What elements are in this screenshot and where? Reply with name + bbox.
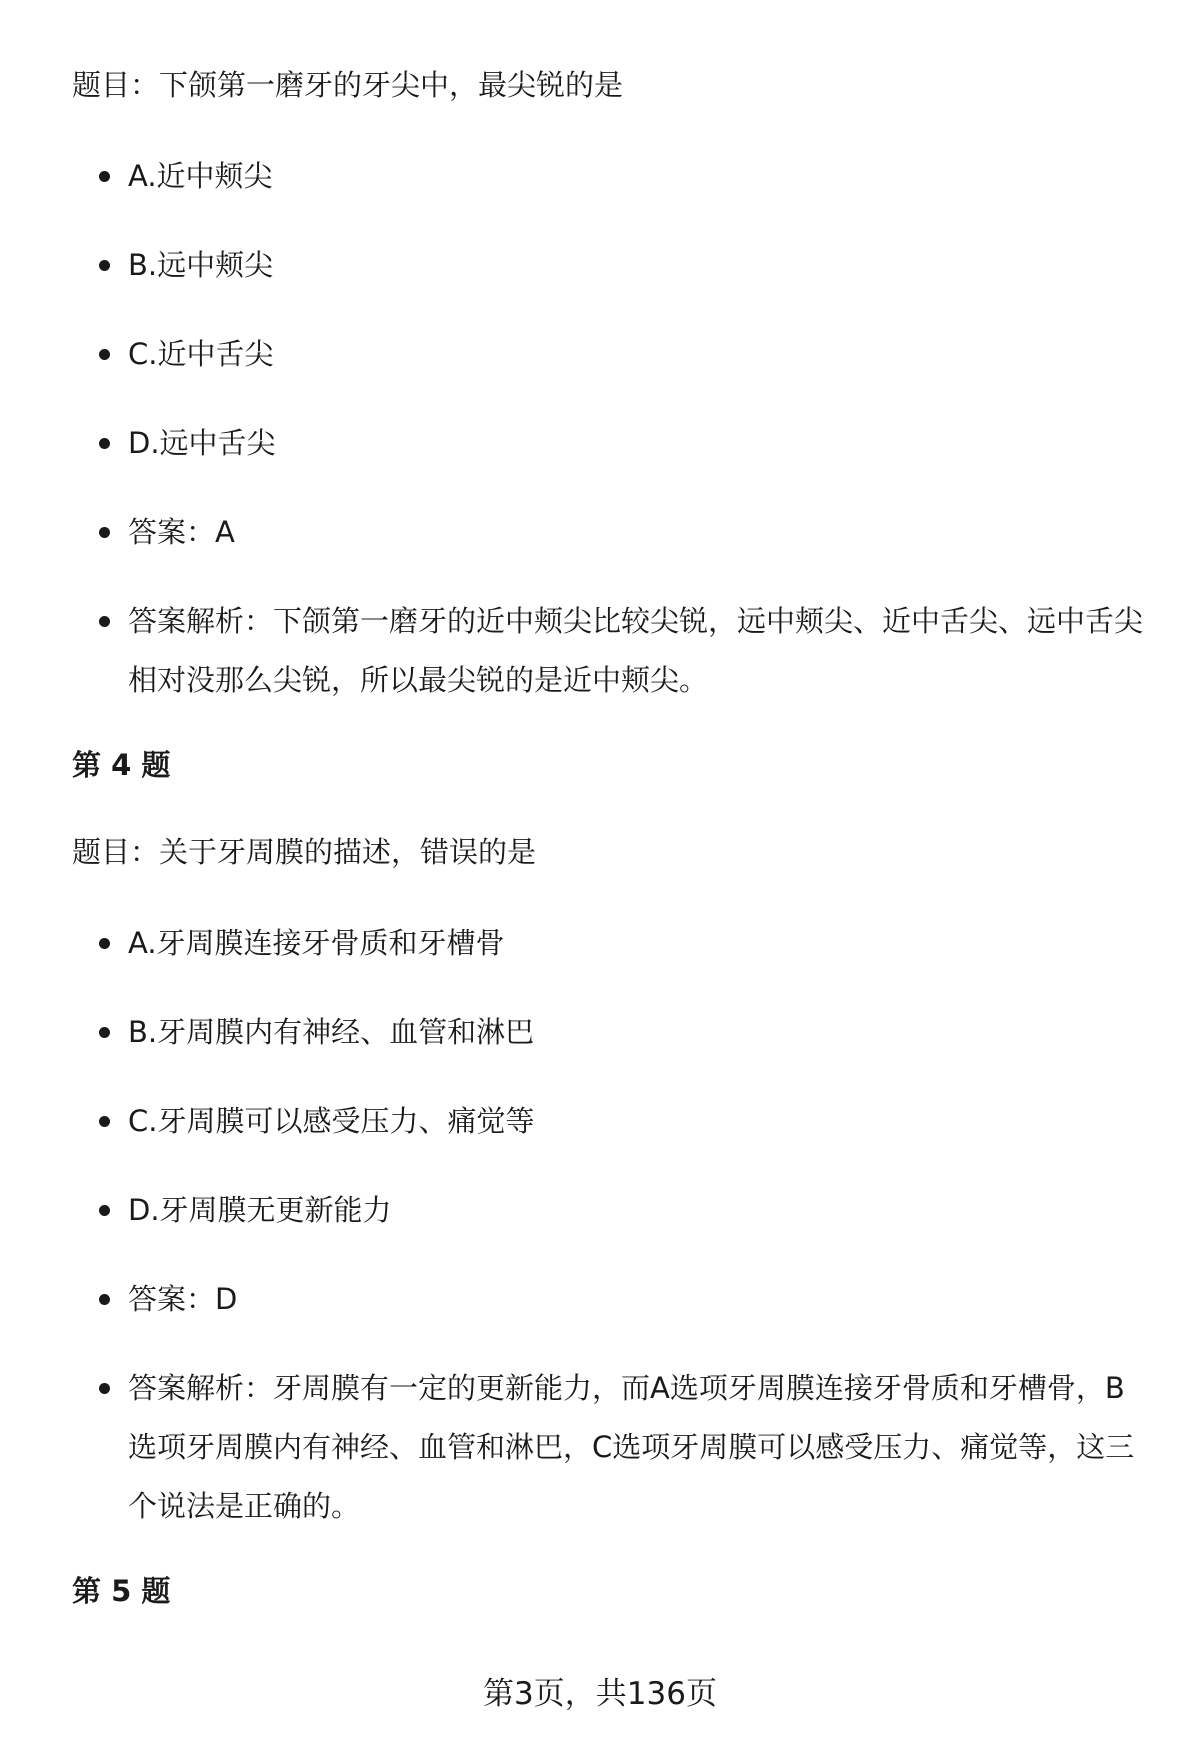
bullet-icon	[99, 1294, 110, 1305]
bullet-icon	[99, 260, 110, 271]
question-4-text: 题目：关于牙周膜的描述，错误的是	[72, 835, 537, 869]
bullet-icon	[99, 1383, 110, 1394]
page-footer: 第3页，共136页	[483, 1676, 717, 1712]
explanation-text: 答案解析：下颌第一磨牙的近中颊尖比较尖锐，远中颊尖、近中舌尖、远中舌尖相对没那么尖锐，所以最尖锐的是近中颊尖。	[128, 604, 1144, 697]
option-b	[72, 1003, 1152, 1062]
bullet-icon	[99, 349, 110, 360]
option-label: D.牙周膜无更新能力	[128, 1193, 392, 1227]
bullet-icon	[99, 527, 110, 538]
option-b	[72, 236, 1152, 295]
option-label: A.牙周膜连接牙骨质和牙槽骨	[128, 926, 505, 960]
question-3-options	[72, 147, 1152, 710]
question-4-options	[72, 914, 1152, 1536]
option-a	[72, 914, 1152, 973]
option-d	[72, 1181, 1152, 1240]
option-label: A.近中颊尖	[128, 159, 273, 193]
question-4-heading: 第 4 题	[72, 748, 171, 782]
bullet-icon	[99, 438, 110, 449]
option-label: C.牙周膜可以感受压力、痛觉等	[128, 1104, 535, 1138]
bullet-icon	[99, 616, 110, 627]
question-3-text: 题目：下颌第一磨牙的牙尖中，最尖锐的是	[72, 68, 624, 102]
option-label: D.远中舌尖	[128, 426, 276, 460]
bullet-icon	[99, 171, 110, 182]
option-a	[72, 147, 1152, 206]
explanation-text: 答案解析：牙周膜有一定的更新能力，而A选项牙周膜连接牙骨质和牙槽骨，B选项牙周膜内有神经、血管和淋巴，C选项牙周膜可以感受压力、痛觉等，这三个说法是正确的。	[128, 1371, 1135, 1523]
bullet-icon	[99, 1116, 110, 1127]
document-page	[72, 60, 1152, 1653]
explanation-item	[72, 592, 1152, 710]
bullet-icon	[99, 938, 110, 949]
answer-text: 答案：D	[128, 1282, 238, 1316]
question-5-heading: 第 5 题	[72, 1574, 171, 1608]
option-label: B.远中颊尖	[128, 248, 274, 282]
bullet-icon	[99, 1205, 110, 1216]
option-d	[72, 414, 1152, 473]
answer-item	[72, 1270, 1152, 1329]
option-label: C.近中舌尖	[128, 337, 274, 371]
answer-item	[72, 503, 1152, 562]
bullet-icon	[99, 1027, 110, 1038]
option-c	[72, 1092, 1152, 1151]
option-c	[72, 325, 1152, 384]
explanation-item	[72, 1359, 1152, 1536]
option-label: B.牙周膜内有神经、血管和淋巴	[128, 1015, 535, 1049]
answer-text: 答案：A	[128, 515, 235, 549]
